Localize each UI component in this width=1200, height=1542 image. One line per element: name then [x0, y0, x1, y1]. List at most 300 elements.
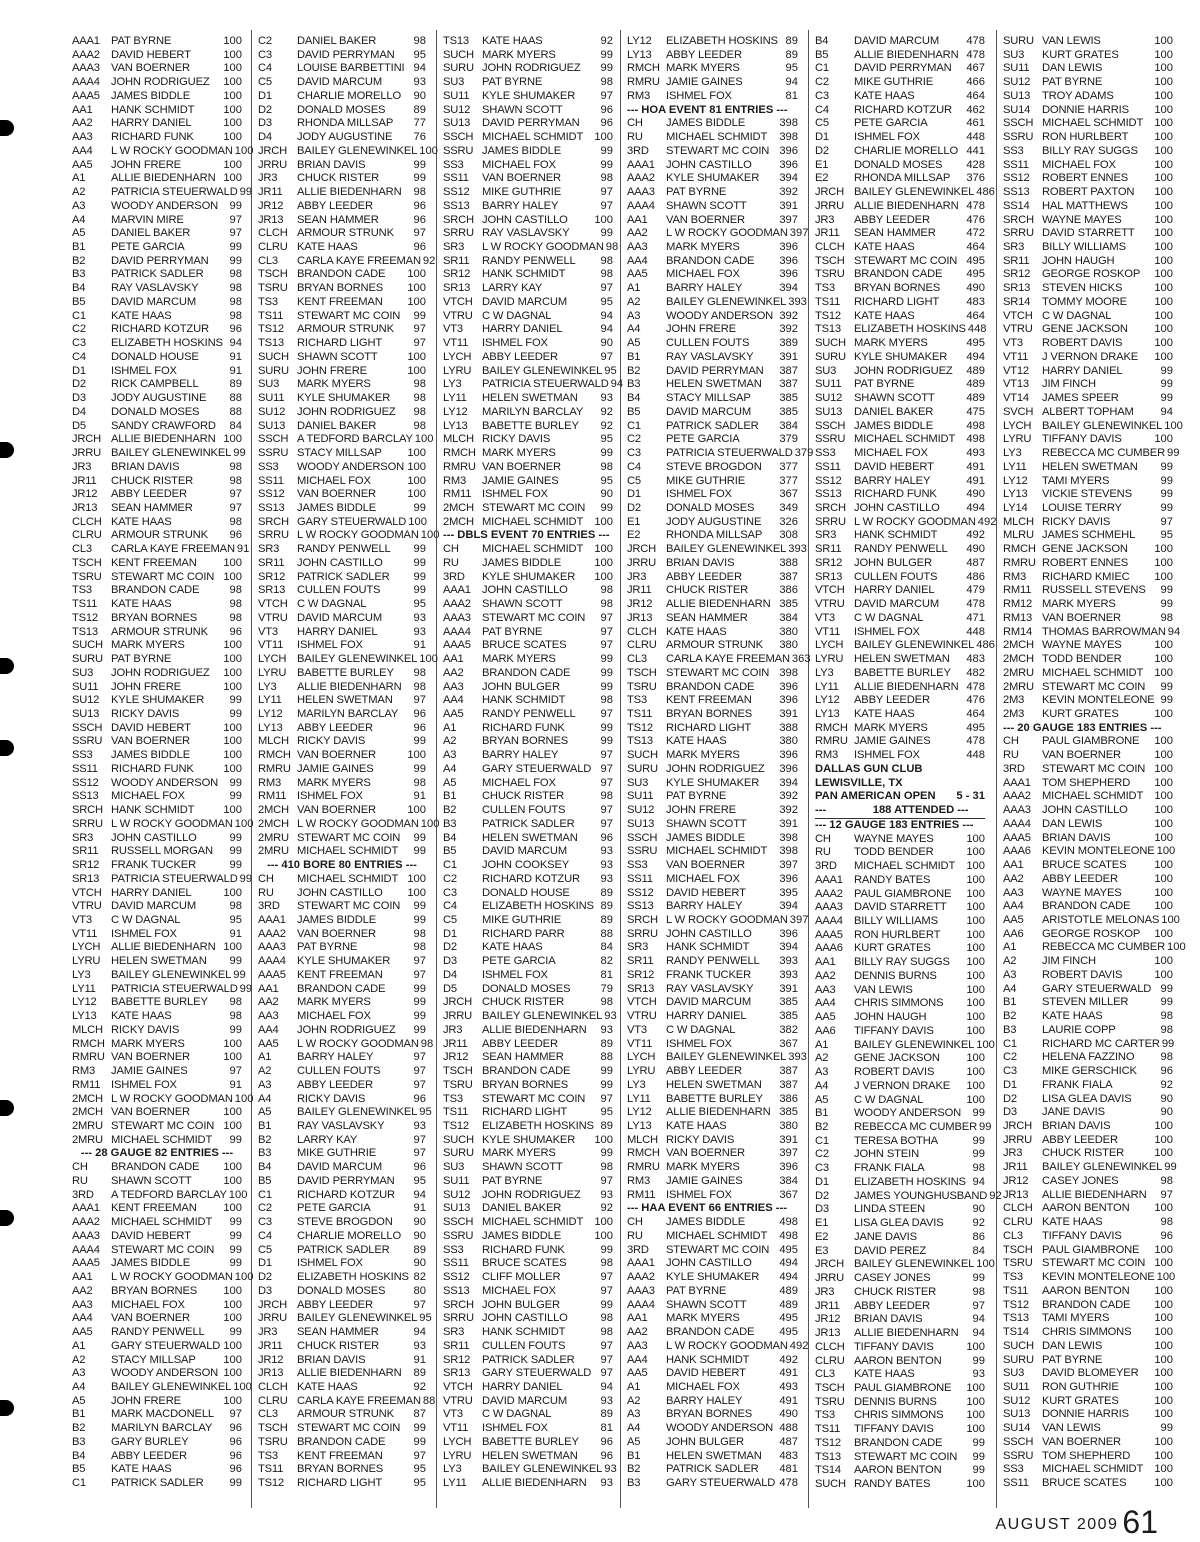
result-row	[443, 1285, 613, 1299]
result-row	[443, 1312, 613, 1326]
shooter-name: JOHN FRERE	[666, 323, 736, 336]
class-code: B3	[627, 1477, 641, 1490]
class-code: TS13	[443, 35, 469, 47]
score: 99	[229, 1326, 242, 1339]
score: 100	[408, 515, 427, 528]
score: 97	[600, 1271, 613, 1284]
class-code: AA1	[443, 653, 464, 666]
score: 97	[229, 501, 242, 514]
score: 97	[413, 1449, 426, 1462]
shooter-name: C W DAGNAL	[482, 1408, 552, 1421]
score: 100	[1154, 776, 1173, 789]
shooter-name: L W ROCKY GOODMAN	[482, 241, 604, 254]
shooter-name: KATE HAAS	[854, 89, 915, 102]
shooter-name: DAVID PERRYMAN	[297, 1174, 395, 1187]
score: 97	[413, 323, 426, 336]
score: 462	[966, 103, 985, 116]
result-row	[72, 1312, 242, 1326]
result-row	[72, 76, 242, 90]
shooter-name: BARRY HALEY	[482, 749, 559, 762]
result-row	[258, 1120, 426, 1134]
class-code: SU11	[72, 680, 99, 693]
shooter-name: KATE HAAS	[666, 735, 727, 748]
result-row	[258, 804, 426, 818]
score: 97	[972, 1299, 985, 1312]
score: 490	[966, 543, 985, 556]
class-code: D3	[258, 1284, 272, 1297]
shooter-name: MICHAEL FOX	[111, 790, 185, 803]
result-row	[1003, 1299, 1173, 1313]
class-code: SS13	[443, 1284, 470, 1297]
result-row	[72, 914, 242, 928]
result-row	[815, 708, 985, 722]
shooter-name: RHONDA MILLSAP	[297, 117, 394, 130]
result-row	[1003, 1189, 1173, 1203]
class-code: JRRU	[815, 1272, 845, 1285]
shooter-name: JOHN CASTILLO	[666, 1257, 752, 1270]
score: 99	[229, 1229, 242, 1242]
shooter-name: JOHN CASTILLO	[1042, 804, 1128, 817]
section-title: --- 28 GAUGE 82 ENTRIES ---	[80, 1147, 234, 1160]
class-code: 2MCH	[1003, 653, 1034, 666]
shooter-name: MIKE GUTHRIE	[482, 186, 562, 199]
result-row	[627, 1463, 798, 1477]
punch-hole	[0, 442, 14, 458]
result-row	[627, 406, 798, 420]
score: 100	[223, 1284, 242, 1297]
class-code: CH	[627, 1216, 643, 1229]
score: 99	[413, 996, 426, 1009]
class-code: C2	[258, 35, 272, 47]
shooter-name: MIKE GUTHRIE	[854, 76, 934, 89]
score: 95	[600, 433, 613, 446]
shooter-name: KURT GRATES	[1042, 707, 1119, 720]
shooter-name: JOHN CASTILLO	[482, 1312, 568, 1325]
score: 92	[600, 405, 613, 418]
class-code: SS11	[1003, 1477, 1029, 1490]
score: 98	[600, 598, 613, 611]
score: 100	[966, 983, 985, 996]
class-code: SU3	[815, 364, 837, 377]
class-code: SSCH	[815, 419, 846, 432]
shooter-name: MARK MYERS	[482, 48, 556, 61]
result-row	[443, 227, 613, 241]
shooter-name: PAT BYRNE	[482, 1174, 543, 1187]
score: 100	[223, 1161, 242, 1174]
result-row	[815, 833, 985, 847]
class-code: AAA5	[72, 1257, 100, 1270]
score: 100	[1154, 1202, 1173, 1215]
result-row	[258, 378, 426, 392]
shooter-name: REBECCA MC CUMBER	[854, 1121, 978, 1134]
result-row	[72, 159, 242, 173]
result-row	[815, 639, 995, 653]
score: 100	[1154, 1243, 1173, 1256]
score: 392	[779, 804, 798, 817]
class-code: SRRU	[815, 515, 846, 528]
class-code: D1	[258, 1257, 272, 1270]
class-code: A4	[627, 323, 641, 336]
score: 90	[413, 1257, 426, 1270]
shooter-name: HELEN SWETMAN	[111, 955, 207, 968]
shooter-name: BABETTE BURLEY	[482, 419, 579, 432]
result-row	[1003, 653, 1173, 667]
shooter-name: KYLE SHUMAKER	[111, 694, 205, 707]
class-code: AA6	[815, 1024, 836, 1037]
class-code: A5	[627, 1435, 641, 1448]
class-code: LY12	[258, 707, 283, 720]
class-code: LYRU	[258, 666, 287, 679]
class-code: AA3	[815, 983, 836, 996]
result-row	[627, 1436, 798, 1450]
shooter-name: JAMES BIDDLE	[111, 749, 191, 762]
class-code: A2	[258, 1065, 272, 1078]
score: 91	[413, 1353, 426, 1366]
class-code: SR11	[258, 556, 285, 569]
score: 97	[1160, 515, 1173, 528]
result-row	[443, 172, 613, 186]
class-code: SS12	[815, 474, 842, 487]
score: 492	[977, 515, 997, 528]
class-code: SRCH	[1003, 213, 1034, 226]
score: 100	[1154, 1312, 1173, 1325]
shooter-name: MARK MYERS	[666, 1312, 740, 1325]
score: 91	[413, 790, 426, 803]
result-row	[815, 1217, 985, 1231]
shooter-name: GARY BURLEY	[111, 1435, 189, 1448]
shooter-name: WOODY ANDERSON	[111, 1367, 219, 1380]
shooter-name: RANDY PENWELL	[666, 955, 760, 968]
result-row	[815, 186, 995, 200]
result-row	[443, 186, 613, 200]
result-row	[1003, 955, 1173, 969]
result-row	[627, 1216, 798, 1230]
score: 100	[1154, 172, 1173, 185]
shooter-name: VAN BOERNER	[297, 749, 376, 762]
score: 97	[413, 694, 426, 707]
result-row	[1003, 845, 1176, 859]
shooter-name: ARISTOTLE MELONAS	[1042, 914, 1160, 926]
score: 96	[229, 1449, 242, 1462]
class-code: B4	[258, 1161, 272, 1174]
class-code: C3	[443, 886, 457, 899]
section-header	[815, 790, 985, 804]
shooter-name: RUSSELL STEVENS	[1042, 584, 1146, 597]
result-row	[1003, 1024, 1173, 1038]
score: 99	[413, 1023, 426, 1036]
result-row	[1003, 598, 1173, 612]
class-code: JRCH	[815, 186, 845, 199]
result-row	[258, 1422, 426, 1436]
result-row	[443, 777, 613, 791]
result-row	[627, 1161, 798, 1175]
shooter-name: FRANK TUCKER	[111, 859, 197, 872]
class-code: D2	[443, 941, 457, 954]
result-row	[1003, 186, 1173, 200]
score: 100	[1154, 117, 1173, 130]
result-row	[1003, 447, 1180, 461]
result-row	[627, 1079, 798, 1093]
shooter-name: BRANDON CADE	[1042, 1298, 1131, 1311]
result-row	[815, 268, 985, 282]
shooter-name: GARY STEUERWALD	[482, 1367, 592, 1380]
score: 396	[779, 749, 798, 762]
shooter-name: RICHARD KOTZUR	[854, 103, 952, 116]
class-code: SURU	[627, 762, 658, 775]
shooter-name: ISHMEL FOX	[854, 131, 920, 144]
score: 95	[1160, 529, 1173, 542]
shooter-name: PATRICK SADLER	[297, 1243, 390, 1256]
shooter-name: STEWART MC COIN	[666, 1243, 770, 1256]
score: 94	[1160, 405, 1173, 418]
result-row	[1003, 406, 1173, 420]
class-code: JR11	[627, 584, 652, 597]
class-code: 3RD	[627, 144, 649, 157]
score: 100	[594, 213, 613, 226]
punch-hole	[0, 658, 14, 674]
score: 100	[1154, 666, 1173, 679]
class-code: SSRU	[443, 144, 474, 157]
score: 100	[1154, 1477, 1173, 1490]
result-row	[627, 873, 798, 887]
class-code: RU	[1003, 749, 1019, 762]
result-row	[72, 1244, 242, 1258]
score: 99	[413, 1010, 426, 1023]
shooter-name: DAVID MARCUM	[297, 76, 383, 89]
class-code: SS13	[72, 790, 99, 803]
result-row	[443, 488, 613, 502]
score: 100	[1154, 900, 1173, 913]
class-code: TS3	[815, 1409, 835, 1422]
score: 89	[600, 914, 613, 926]
score: 95	[229, 914, 242, 926]
shooter-name: DANIEL BAKER	[854, 405, 934, 418]
score: 99	[413, 900, 426, 913]
shooter-name: JOHN COOKSEY	[482, 859, 570, 872]
score: 363	[791, 653, 811, 666]
result-row	[1003, 365, 1173, 379]
shooter-name: J VERNON DRAKE	[854, 1079, 951, 1092]
class-code: RM11	[1003, 584, 1032, 597]
class-code: B4	[443, 831, 457, 844]
result-row	[72, 351, 242, 365]
result-row	[1003, 777, 1173, 791]
class-code: B4	[72, 1449, 86, 1462]
results-column-5	[815, 35, 1002, 1492]
score: 100	[234, 817, 254, 830]
score: 89	[600, 886, 613, 899]
class-code: JR11	[443, 1037, 468, 1050]
class-code: JR13	[1003, 1188, 1029, 1201]
class-code: C2	[815, 76, 829, 89]
result-row	[627, 433, 798, 447]
score: 396	[779, 927, 798, 940]
score: 489	[966, 392, 985, 405]
result-row	[258, 1010, 426, 1024]
shooter-name: JOHN STEIN	[854, 1148, 920, 1161]
shooter-name: DAVID PEREZ	[854, 1244, 927, 1257]
shooter-name: JOHN CASTILLO	[111, 831, 197, 844]
score: 488	[779, 1422, 798, 1435]
result-row	[72, 1230, 242, 1244]
score: 99	[1160, 1422, 1173, 1435]
score: 100	[1156, 1271, 1176, 1284]
class-code: SUCH	[1003, 1339, 1034, 1352]
class-code: RM3	[72, 1065, 96, 1078]
score: 494	[966, 350, 985, 363]
column-divider	[808, 30, 809, 1508]
result-row	[443, 35, 613, 49]
shooter-name: KENT FREEMAN	[111, 1202, 197, 1215]
shooter-name: KYLE SHUMAKER	[297, 392, 391, 405]
class-code: VTRU	[72, 900, 102, 913]
class-code: AA1	[72, 103, 93, 116]
class-code: VTCH	[627, 996, 657, 1009]
class-code: RMCH	[627, 1147, 660, 1160]
section-header	[627, 104, 798, 118]
score: 490	[966, 282, 985, 295]
result-row	[443, 200, 613, 214]
score: 100	[976, 1038, 995, 1051]
shooter-name: JAMES BIDDLE	[482, 1229, 562, 1242]
class-code: D5	[443, 982, 457, 995]
shooter-name: VAN BOERNER	[666, 1147, 745, 1160]
class-code: SS3	[815, 447, 836, 460]
shooter-name: ALLIE BIEDENHARN	[854, 1327, 959, 1340]
class-code: RU	[627, 1229, 643, 1242]
class-code: D3	[258, 117, 272, 130]
shooter-name: ABBY LEEDER	[666, 570, 742, 583]
score: 98	[972, 1162, 985, 1175]
class-code: C3	[627, 447, 641, 460]
class-code: A4	[72, 1380, 86, 1393]
score: 82	[600, 955, 613, 968]
result-row	[443, 1257, 613, 1271]
shooter-name: RHONDA MILLSAP	[666, 529, 763, 542]
result-row	[72, 1395, 242, 1409]
score: 100	[966, 969, 985, 982]
score: 100	[594, 556, 613, 569]
class-code: B5	[815, 48, 829, 61]
result-row	[627, 310, 798, 324]
score: 99	[600, 48, 613, 61]
class-code: SU3	[627, 776, 649, 789]
score: 99	[413, 556, 426, 569]
shooter-name: VAN LEWIS	[1042, 1422, 1101, 1435]
score: 100	[419, 144, 438, 157]
class-code: SRRU	[443, 1312, 474, 1325]
result-row	[627, 145, 798, 159]
score: 396	[779, 268, 798, 281]
score: 96	[413, 213, 426, 226]
result-row	[627, 1038, 798, 1052]
score: 396	[779, 694, 798, 707]
score: 393	[788, 295, 807, 308]
class-code: C4	[443, 900, 457, 913]
class-code: SU3	[258, 378, 280, 391]
class-code: SS12	[443, 186, 470, 199]
shooter-name: MARILYN BARCLAY	[482, 405, 584, 418]
class-code: VT3	[1003, 337, 1023, 350]
class-code: 2MCH	[258, 817, 289, 830]
class-code: SS3	[627, 859, 648, 872]
class-code: A1	[72, 1339, 86, 1352]
class-code: 2MRU	[72, 1120, 103, 1133]
class-code: SS13	[258, 501, 285, 514]
score: 90	[413, 1216, 426, 1229]
result-row	[815, 735, 985, 749]
result-row	[1003, 543, 1173, 557]
class-code: LY13	[1003, 488, 1028, 501]
shooter-name: CARLA KAYE FREEMAN	[111, 543, 235, 556]
score: 100	[223, 1339, 242, 1352]
result-row	[72, 653, 242, 667]
shooter-name: JOHN RODRIGUEZ	[854, 364, 953, 377]
class-code: AA4	[72, 1312, 93, 1325]
result-row	[1003, 859, 1173, 873]
class-code: CH	[443, 543, 459, 556]
score: 100	[1154, 1394, 1173, 1407]
score: 88	[600, 1051, 613, 1064]
score: 483	[966, 653, 985, 666]
class-code: JRRU	[627, 556, 657, 569]
shooter-name: MICHAEL SCHMIDT	[1042, 790, 1144, 803]
class-code: AA2	[627, 1326, 648, 1339]
shooter-name: BRYAN BORNES	[666, 1408, 753, 1421]
class-code: C2	[1003, 1051, 1017, 1064]
shooter-name: MICHAEL FOX	[482, 158, 556, 171]
class-code: TS12	[72, 611, 98, 624]
result-row	[1003, 323, 1173, 337]
result-row	[72, 763, 242, 777]
shooter-name: MARK MYERS	[854, 337, 928, 350]
shooter-name: BAILEY GLENEWINKEL	[666, 543, 787, 556]
shooter-name: ABBY LEEDER	[297, 721, 373, 734]
punch-hole	[0, 740, 14, 756]
result-row	[815, 117, 985, 131]
result-row	[443, 1202, 613, 1216]
score: 98	[1160, 1051, 1173, 1064]
result-row	[258, 543, 426, 557]
class-code: AAA6	[815, 942, 843, 955]
score: 94	[972, 1327, 985, 1340]
class-code: TS12	[815, 1436, 841, 1449]
score: 100	[966, 860, 985, 873]
result-row	[443, 461, 613, 475]
result-row	[72, 584, 242, 598]
class-code: A1	[627, 1380, 641, 1393]
shooter-name: BARRY HALEY	[666, 1394, 743, 1407]
result-row	[258, 1354, 426, 1368]
section-header	[815, 819, 985, 833]
shooter-name: PATRICIA STEUERWALD	[111, 982, 238, 995]
result-row	[443, 117, 613, 131]
score: 99	[979, 1121, 992, 1134]
score: 99	[1160, 378, 1173, 391]
class-code: RMRU	[627, 76, 660, 89]
score: 100	[1154, 1367, 1173, 1380]
shooter-name: BAILEY GLENEWINKEL	[1042, 419, 1163, 432]
shooter-name: HELEN SWETMAN	[1042, 460, 1138, 473]
result-row	[72, 928, 242, 942]
score: 76	[413, 131, 426, 144]
result-row	[258, 681, 426, 695]
class-code: A4	[815, 1079, 829, 1092]
result-row	[258, 1312, 432, 1326]
score: 394	[779, 282, 798, 295]
shooter-name: DAVID MARCUM	[854, 598, 940, 611]
class-code: AAA4	[1003, 817, 1031, 830]
